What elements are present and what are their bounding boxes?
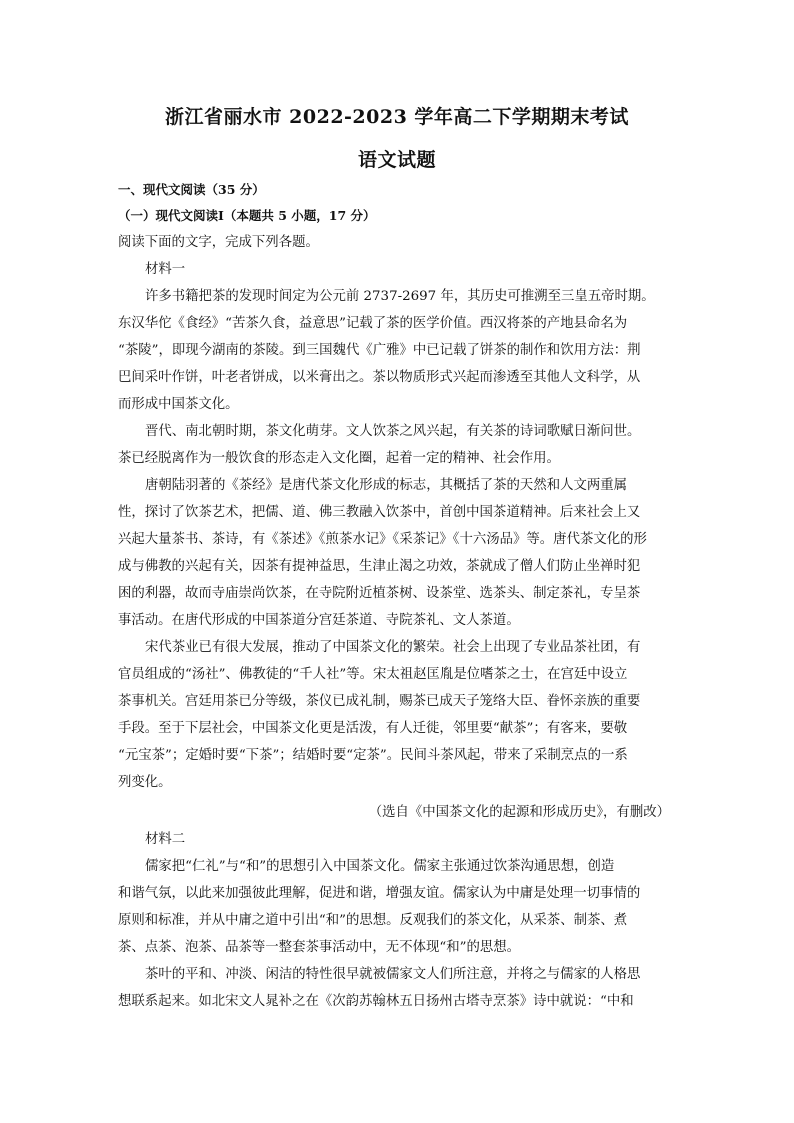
paragraph-line: 而形成中国茶文化。	[118, 397, 239, 412]
paragraph-line: 事活动。在唐代形成的中国茶道分宫廷茶道、寺院茶礼、文人茶道。	[118, 613, 520, 628]
paragraph-line: 东汉华佗《食经》“苦茶久食，益意思”记载了茶的医学价值。西汉将茶的产地县命名为	[118, 316, 628, 331]
paragraph-line: 宋代茶业已有很大发展，推动了中国茶文化的繁荣。社会上出现了专业品茶社团，有	[145, 640, 641, 655]
section-heading: 一、现代文阅读（35 分）	[118, 182, 265, 197]
paragraph-line: 许多书籍把茶的发现时间定为公元前 2737-2697 年，其历史可推溯至三皇五帝时期。	[145, 289, 655, 304]
paragraph-line: 性，探讨了饮茶艺术，把儒、道、佛三教融入饮茶中，首创中国茶道精神。后来社会上又	[118, 505, 641, 520]
paragraph-line: 晋代、南北朝时期，茶文化萌芽。文人饮茶之风兴起，有关茶的诗词歌赋日渐问世。	[145, 424, 641, 439]
paragraph-line: 想联系起来。如北宋文人晁补之在《次韵苏翰林五日扬州古塔寺烹茶》诗中就说：“中和	[118, 994, 634, 1009]
source-citation: （选自《中国茶文化的起源和形成历史》，有删改）	[368, 805, 670, 820]
material-two-label: 材料二	[145, 832, 186, 847]
paragraph-line: 成与佛教的兴起有关，因茶有提神益思，生津止渴之功效，茶就成了僧人们防止坐禅时犯	[118, 559, 641, 574]
paragraph-line: 茶已经脱离作为一般饮食的形态走入文化圈，起着一定的精神、社会作用。	[118, 451, 560, 466]
paragraph-line: 儒家把“仁礼”与“和”的思想引入中国茶文化。儒家主张通过饮茶沟通思想，创造	[145, 859, 615, 874]
paragraph-line: “茶陵”，即现今湖南的茶陵。到三国魏代《广雅》中已记载了饼茶的制作和饮用方法：荆	[118, 343, 641, 358]
paragraph-line: 巴间采叶作饼，叶老者饼成，以米膏出之。茶以物质形式兴起而渗透至其他人文科学，从	[118, 370, 641, 385]
document-title: 浙江省丽水市 2022-2023 学年高二下学期期末考试	[165, 106, 629, 128]
material-one-label: 材料一	[145, 262, 186, 277]
paragraph-line: 茶、点茶、泡茶、品茶等一整套茶事活动中，无不体现“和”的思想。	[118, 940, 521, 955]
subsection-heading: （一）现代文阅读Ⅰ（本题共 5 小题，17 分）	[118, 208, 376, 223]
paragraph-line: 列变化。	[118, 775, 172, 790]
document-subtitle: 语文试题	[357, 149, 436, 171]
paragraph-line: 唐朝陆羽著的《茶经》是唐代茶文化形成的标志，其概括了茶的天然和人文两重属	[145, 478, 628, 493]
paragraph-line: 困的利器，故而寺庙崇尚饮茶，在寺院附近植茶树、设茶堂、选茶头、制定茶礼，专呈茶	[118, 586, 641, 601]
paragraph-line: 茶事机关。宫廷用茶已分等级，茶仪已成礼制，赐茶已成天子笼络大臣、眷怀亲族的重要	[118, 694, 641, 709]
instruction-text: 阅读下面的文字，完成下列各题。	[118, 235, 319, 250]
paragraph-line: 茶叶的平和、冲淡、闲洁的特性很早就被儒家文人们所注意，并将之与儒家的人格思	[145, 967, 641, 982]
paragraph-line: 兴起大量茶书、茶诗，有《茶述》《煎茶水记》《采茶记》《十六汤品》等。唐代茶文化的形	[118, 532, 647, 547]
paragraph-line: 和谐气氛，以此来加强彼此理解，促进和谐，增强友谊。儒家认为中庸是处理一切事情的	[118, 886, 641, 901]
paragraph-line: 手段。至于下层社会，中国茶文化更是活泼，有人迁徙，邻里要“献茶”；有客来，要敬	[118, 721, 628, 736]
paragraph-line: 原则和标准，并从中庸之道中引出“和”的思想。反观我们的茶文化，从采茶、制茶、煮	[118, 913, 628, 928]
paragraph-line: “元宝茶”；定婚时要“下茶”；结婚时要“定茶”。民间斗茶风起，带来了采制烹点的一系	[118, 748, 628, 763]
paragraph-line: 官员组成的“汤社”、佛教徒的“千人社”等。宋太祖赵匡胤是位嗜茶之士，在宫廷中设立	[118, 667, 628, 682]
